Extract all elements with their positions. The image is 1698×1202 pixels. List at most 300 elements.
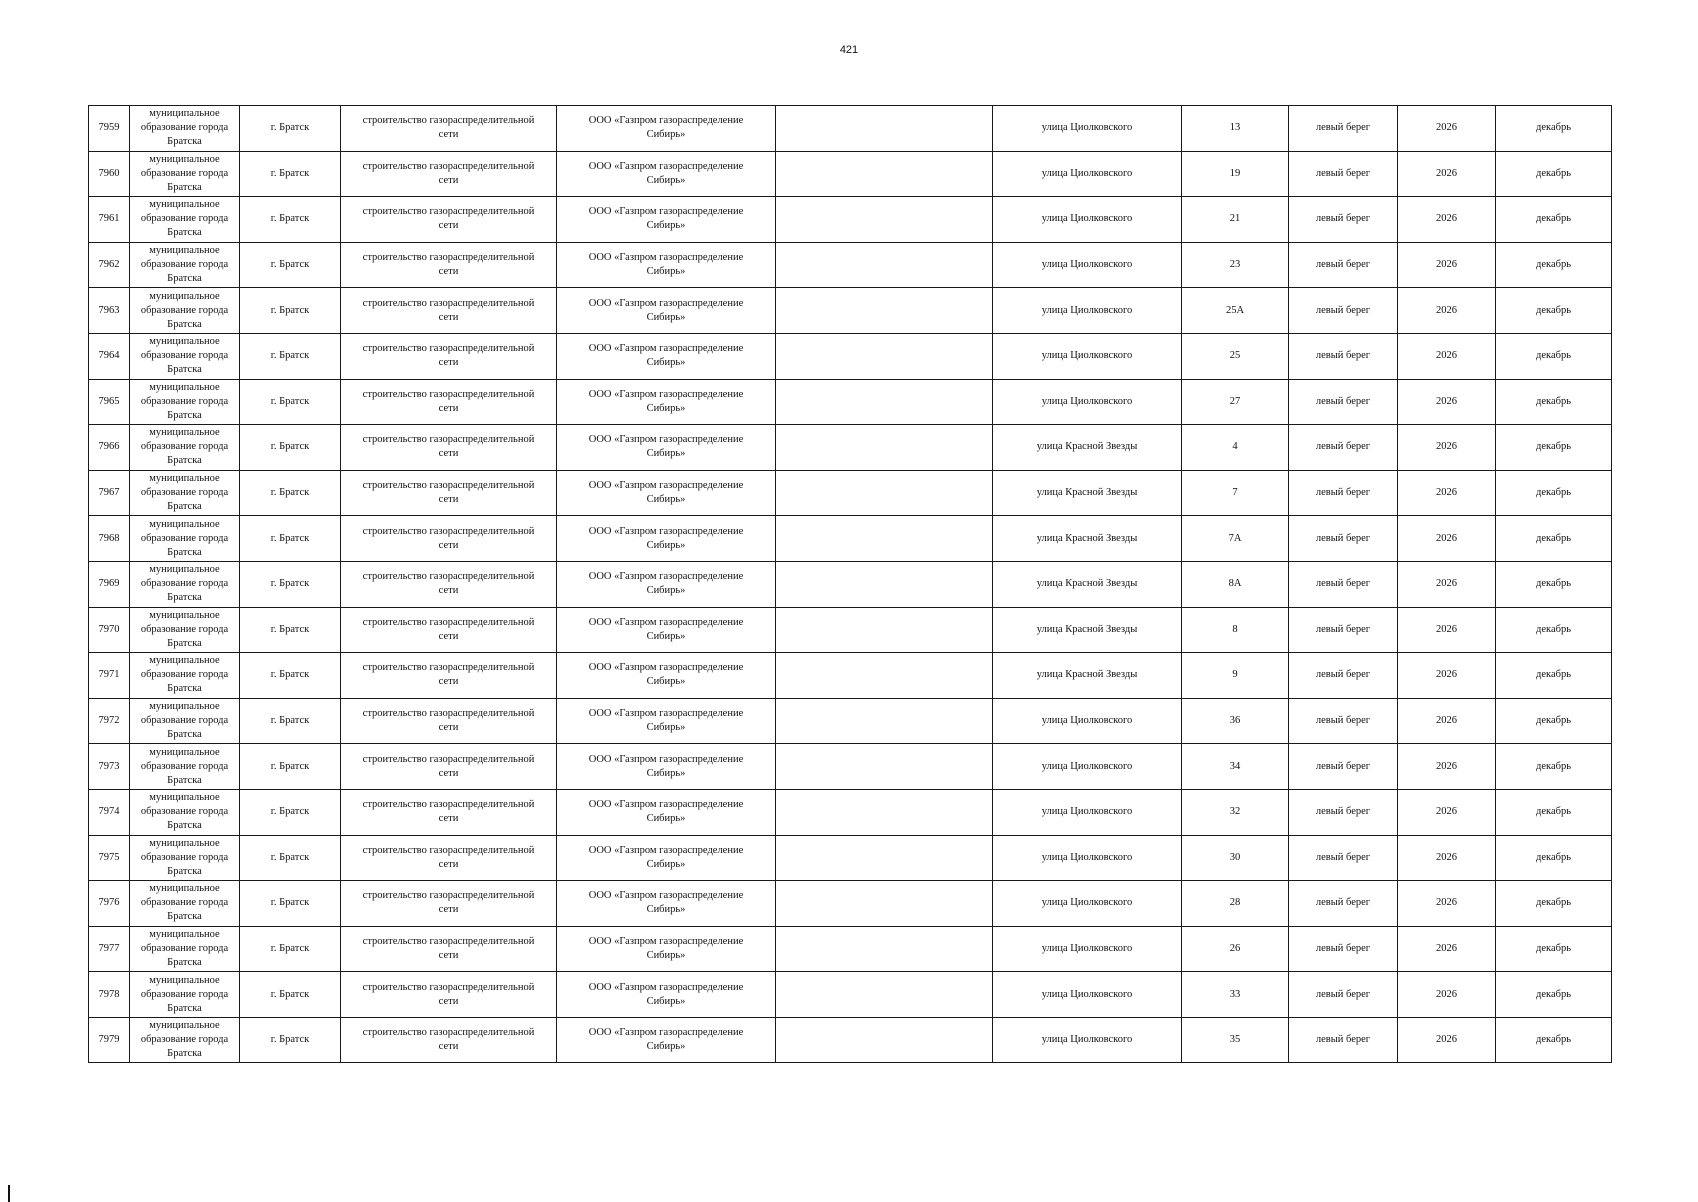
year-cell: 2026 xyxy=(1398,789,1496,835)
work-type-cell-line: строительство газораспределительной xyxy=(362,571,535,583)
city-cell: г. Братск xyxy=(240,288,341,334)
city-cell: г. Братск xyxy=(240,926,341,972)
work-type-cell-line: сети xyxy=(438,630,459,642)
municipality-cell-line: образование города xyxy=(140,715,229,727)
municipality-cell xyxy=(130,470,240,516)
organization-cell-line: Сибирь» xyxy=(646,767,686,779)
row-number-cell: 7976 xyxy=(89,881,130,927)
house-number-cell: 26 xyxy=(1182,926,1289,972)
year-cell: 2026 xyxy=(1398,379,1496,425)
row-number-cell: 7960 xyxy=(89,151,130,197)
municipality-cell-line: муниципальное xyxy=(149,473,220,485)
house-number-cell: 33 xyxy=(1182,972,1289,1018)
work-type-cell-line: строительство газораспределительной xyxy=(362,206,535,218)
table-row xyxy=(89,881,1612,927)
river-bank-cell: левый берег xyxy=(1289,516,1398,562)
organization-cell-line: Сибирь» xyxy=(646,676,686,688)
house-number-cell: 30 xyxy=(1182,835,1289,881)
empty-cell xyxy=(776,1017,993,1063)
municipality-cell-line: Братска xyxy=(167,501,202,513)
organization-cell-line: ООО «Газпром газораспределение xyxy=(588,890,744,902)
organization-cell-line: ООО «Газпром газораспределение xyxy=(588,981,744,993)
year-cell: 2026 xyxy=(1398,653,1496,699)
municipality-cell xyxy=(130,744,240,790)
municipality-cell-line: образование города xyxy=(140,760,229,772)
work-type-cell xyxy=(341,926,557,972)
house-number-cell: 4 xyxy=(1182,425,1289,471)
year-cell: 2026 xyxy=(1398,1017,1496,1063)
table-row xyxy=(89,333,1612,379)
municipality-cell xyxy=(130,516,240,562)
street-cell: улица Циолковского xyxy=(993,698,1182,744)
row-number-cell: 7979 xyxy=(89,1017,130,1063)
empty-cell xyxy=(776,698,993,744)
row-number-cell: 7968 xyxy=(89,516,130,562)
municipality-cell-line: Братска xyxy=(167,592,202,604)
table-row xyxy=(89,425,1612,471)
organization-cell xyxy=(557,561,776,607)
registry-table-body xyxy=(89,106,1612,1063)
empty-cell xyxy=(776,972,993,1018)
river-bank-cell: левый берег xyxy=(1289,197,1398,243)
house-number-cell: 21 xyxy=(1182,197,1289,243)
work-type-cell-line: строительство газораспределительной xyxy=(362,844,535,856)
city-cell: г. Братск xyxy=(240,972,341,1018)
house-number-cell: 36 xyxy=(1182,698,1289,744)
year-cell: 2026 xyxy=(1398,333,1496,379)
table-row xyxy=(89,926,1612,972)
empty-cell xyxy=(776,197,993,243)
month-cell: декабрь xyxy=(1496,926,1612,972)
work-type-cell-line: сети xyxy=(438,1041,459,1053)
city-cell: г. Братск xyxy=(240,561,341,607)
empty-cell xyxy=(776,106,993,152)
month-cell: декабрь xyxy=(1496,197,1612,243)
municipality-cell xyxy=(130,698,240,744)
municipality-cell-line: образование города xyxy=(140,259,229,271)
work-type-cell xyxy=(341,789,557,835)
municipality-cell-line: образование города xyxy=(140,806,229,818)
table-row xyxy=(89,106,1612,152)
municipality-cell xyxy=(130,926,240,972)
municipality-cell xyxy=(130,653,240,699)
empty-cell xyxy=(776,561,993,607)
street-cell: улица Красной Звезды xyxy=(993,516,1182,562)
work-type-cell-line: строительство газораспределительной xyxy=(362,753,535,765)
work-type-cell-line: строительство газораспределительной xyxy=(362,935,535,947)
municipality-cell-line: Братска xyxy=(167,318,202,330)
house-number-cell: 7А xyxy=(1182,516,1289,562)
month-cell: декабрь xyxy=(1496,653,1612,699)
table-row xyxy=(89,835,1612,881)
month-cell: декабрь xyxy=(1496,1017,1612,1063)
house-number-cell: 13 xyxy=(1182,106,1289,152)
month-cell: декабрь xyxy=(1496,789,1612,835)
municipality-cell xyxy=(130,561,240,607)
municipality-cell xyxy=(130,333,240,379)
work-type-cell xyxy=(341,242,557,288)
municipality-cell-line: муниципальное xyxy=(149,701,220,713)
organization-cell-line: Сибирь» xyxy=(646,448,686,460)
municipality-cell-line: образование города xyxy=(140,988,229,1000)
empty-cell xyxy=(776,607,993,653)
empty-cell xyxy=(776,242,993,288)
municipality-cell-line: образование города xyxy=(140,532,229,544)
house-number-cell: 23 xyxy=(1182,242,1289,288)
municipality-cell-line: образование города xyxy=(140,897,229,909)
organization-cell-line: Сибирь» xyxy=(646,220,686,232)
municipality-cell-line: образование города xyxy=(140,487,229,499)
work-type-cell-line: строительство газораспределительной xyxy=(362,890,535,902)
organization-cell-line: ООО «Газпром газораспределение xyxy=(588,160,744,172)
street-cell: улица Циолковского xyxy=(993,379,1182,425)
organization-cell-line: ООО «Газпром газораспределение xyxy=(588,343,744,355)
month-cell: декабрь xyxy=(1496,972,1612,1018)
work-type-cell-line: сети xyxy=(438,995,459,1007)
river-bank-cell: левый берег xyxy=(1289,653,1398,699)
organization-cell-line: Сибирь» xyxy=(646,585,686,597)
organization-cell xyxy=(557,607,776,653)
river-bank-cell: левый берег xyxy=(1289,835,1398,881)
river-bank-cell: левый берег xyxy=(1289,698,1398,744)
house-number-cell: 25 xyxy=(1182,333,1289,379)
river-bank-cell: левый берег xyxy=(1289,470,1398,516)
street-cell: улица Циолковского xyxy=(993,972,1182,1018)
organization-cell-line: ООО «Газпром газораспределение xyxy=(588,662,744,674)
municipality-cell-line: муниципальное xyxy=(149,974,220,986)
municipality-cell-line: муниципальное xyxy=(149,199,220,211)
table-row xyxy=(89,242,1612,288)
row-number-cell: 7977 xyxy=(89,926,130,972)
municipality-cell xyxy=(130,1017,240,1063)
street-cell: улица Красной Звезды xyxy=(993,561,1182,607)
month-cell: декабрь xyxy=(1496,835,1612,881)
city-cell: г. Братск xyxy=(240,379,341,425)
year-cell: 2026 xyxy=(1398,881,1496,927)
work-type-cell xyxy=(341,425,557,471)
empty-cell xyxy=(776,425,993,471)
street-cell: улица Циолковского xyxy=(993,106,1182,152)
organization-cell-line: Сибирь» xyxy=(646,311,686,323)
street-cell: улица Циолковского xyxy=(993,197,1182,243)
organization-cell-line: Сибирь» xyxy=(646,357,686,369)
work-type-cell-line: сети xyxy=(438,904,459,916)
organization-cell-line: ООО «Газпром газораспределение xyxy=(588,434,744,446)
empty-cell xyxy=(776,744,993,790)
year-cell: 2026 xyxy=(1398,288,1496,334)
year-cell: 2026 xyxy=(1398,425,1496,471)
work-type-cell xyxy=(341,744,557,790)
work-type-cell-line: строительство газораспределительной xyxy=(362,252,535,264)
municipality-cell-line: Братска xyxy=(167,227,202,239)
municipality-cell-line: муниципальное xyxy=(149,290,220,302)
municipality-cell-line: Братска xyxy=(167,273,202,285)
municipality-cell-line: Братска xyxy=(167,1002,202,1014)
municipality-cell-line: Братска xyxy=(167,956,202,968)
table-row xyxy=(89,653,1612,699)
street-cell: улица Циолковского xyxy=(993,926,1182,972)
work-type-cell-line: сети xyxy=(438,266,459,278)
organization-cell xyxy=(557,333,776,379)
table-row xyxy=(89,379,1612,425)
table-row xyxy=(89,1017,1612,1063)
table-row xyxy=(89,470,1612,516)
organization-cell-line: ООО «Газпром газораспределение xyxy=(588,115,744,127)
year-cell: 2026 xyxy=(1398,151,1496,197)
organization-cell xyxy=(557,516,776,562)
organization-cell xyxy=(557,106,776,152)
table-row xyxy=(89,972,1612,1018)
municipality-cell-line: муниципальное xyxy=(149,427,220,439)
table-row xyxy=(89,516,1612,562)
house-number-cell: 9 xyxy=(1182,653,1289,699)
river-bank-cell: левый берег xyxy=(1289,789,1398,835)
organization-cell-line: ООО «Газпром газораспределение xyxy=(588,525,744,537)
month-cell: декабрь xyxy=(1496,288,1612,334)
organization-cell xyxy=(557,197,776,243)
organization-cell xyxy=(557,926,776,972)
municipality-cell xyxy=(130,288,240,334)
municipality-cell xyxy=(130,106,240,152)
municipality-cell-line: Братска xyxy=(167,455,202,467)
work-type-cell-line: строительство газораспределительной xyxy=(362,115,535,127)
river-bank-cell: левый берег xyxy=(1289,744,1398,790)
year-cell: 2026 xyxy=(1398,835,1496,881)
work-type-cell-line: строительство газораспределительной xyxy=(362,525,535,537)
work-type-cell-line: сети xyxy=(438,220,459,232)
house-number-cell: 25А xyxy=(1182,288,1289,334)
year-cell: 2026 xyxy=(1398,106,1496,152)
municipality-cell-line: образование города xyxy=(140,395,229,407)
house-number-cell: 34 xyxy=(1182,744,1289,790)
river-bank-cell: левый берег xyxy=(1289,379,1398,425)
street-cell: улица Красной Звезды xyxy=(993,470,1182,516)
row-number-cell: 7974 xyxy=(89,789,130,835)
city-cell: г. Братск xyxy=(240,333,341,379)
organization-cell-line: Сибирь» xyxy=(646,129,686,141)
work-type-cell xyxy=(341,106,557,152)
work-type-cell xyxy=(341,151,557,197)
municipality-cell-line: Братска xyxy=(167,136,202,148)
month-cell: декабрь xyxy=(1496,881,1612,927)
organization-cell-line: ООО «Газпром газораспределение xyxy=(588,799,744,811)
month-cell: декабрь xyxy=(1496,698,1612,744)
empty-cell xyxy=(776,151,993,197)
municipality-cell-line: муниципальное xyxy=(149,518,220,530)
work-type-cell xyxy=(341,333,557,379)
organization-cell-line: Сибирь» xyxy=(646,722,686,734)
work-type-cell-line: строительство газораспределительной xyxy=(362,343,535,355)
work-type-cell-line: сети xyxy=(438,676,459,688)
organization-cell-line: Сибирь» xyxy=(646,174,686,186)
organization-cell-line: Сибирь» xyxy=(646,402,686,414)
work-type-cell-line: строительство газораспределительной xyxy=(362,1027,535,1039)
work-type-cell-line: строительство газораспределительной xyxy=(362,160,535,172)
municipality-cell-line: образование города xyxy=(140,350,229,362)
organization-cell-line: ООО «Газпром газораспределение xyxy=(588,753,744,765)
municipality-cell-line: муниципальное xyxy=(149,792,220,804)
house-number-cell: 32 xyxy=(1182,789,1289,835)
row-number-cell: 7966 xyxy=(89,425,130,471)
municipality-cell xyxy=(130,242,240,288)
work-type-cell-line: сети xyxy=(438,311,459,323)
work-type-cell-line: сети xyxy=(438,858,459,870)
row-number-cell: 7971 xyxy=(89,653,130,699)
organization-cell xyxy=(557,470,776,516)
empty-cell xyxy=(776,379,993,425)
year-cell: 2026 xyxy=(1398,197,1496,243)
work-type-cell-line: строительство газораспределительной xyxy=(362,434,535,446)
work-type-cell-line: сети xyxy=(438,585,459,597)
municipality-cell-line: Братска xyxy=(167,820,202,832)
organization-cell-line: ООО «Газпром газораспределение xyxy=(588,388,744,400)
organization-cell-line: Сибирь» xyxy=(646,995,686,1007)
month-cell: декабрь xyxy=(1496,425,1612,471)
organization-cell-line: Сибирь» xyxy=(646,949,686,961)
month-cell: декабрь xyxy=(1496,607,1612,653)
work-type-cell xyxy=(341,470,557,516)
table-row xyxy=(89,789,1612,835)
month-cell: декабрь xyxy=(1496,333,1612,379)
work-type-cell-line: строительство газораспределительной xyxy=(362,981,535,993)
house-number-cell: 7 xyxy=(1182,470,1289,516)
year-cell: 2026 xyxy=(1398,926,1496,972)
municipality-cell xyxy=(130,197,240,243)
municipality-cell-line: Братска xyxy=(167,911,202,923)
street-cell: улица Циолковского xyxy=(993,789,1182,835)
year-cell: 2026 xyxy=(1398,516,1496,562)
house-number-cell: 28 xyxy=(1182,881,1289,927)
river-bank-cell: левый берег xyxy=(1289,333,1398,379)
work-type-cell xyxy=(341,835,557,881)
street-cell: улица Красной Звезды xyxy=(993,653,1182,699)
work-type-cell-line: строительство газораспределительной xyxy=(362,616,535,628)
municipality-cell-line: Братска xyxy=(167,774,202,786)
municipality-cell xyxy=(130,789,240,835)
street-cell: улица Циолковского xyxy=(993,333,1182,379)
work-type-cell xyxy=(341,561,557,607)
municipality-cell-line: муниципальное xyxy=(149,928,220,940)
table-row xyxy=(89,698,1612,744)
organization-cell-line: Сибирь» xyxy=(646,539,686,551)
margin-mark xyxy=(8,1185,10,1202)
municipality-cell-line: образование города xyxy=(140,851,229,863)
house-number-cell: 27 xyxy=(1182,379,1289,425)
municipality-cell xyxy=(130,151,240,197)
river-bank-cell: левый берег xyxy=(1289,242,1398,288)
organization-cell xyxy=(557,881,776,927)
year-cell: 2026 xyxy=(1398,470,1496,516)
municipality-cell xyxy=(130,607,240,653)
year-cell: 2026 xyxy=(1398,607,1496,653)
municipality-cell xyxy=(130,972,240,1018)
row-number-cell: 7975 xyxy=(89,835,130,881)
work-type-cell xyxy=(341,379,557,425)
city-cell: г. Братск xyxy=(240,425,341,471)
work-type-cell xyxy=(341,288,557,334)
work-type-cell xyxy=(341,1017,557,1063)
city-cell: г. Братск xyxy=(240,151,341,197)
city-cell: г. Братск xyxy=(240,698,341,744)
table-row xyxy=(89,288,1612,334)
municipality-cell-line: муниципальное xyxy=(149,245,220,257)
organization-cell-line: ООО «Газпром газораспределение xyxy=(588,252,744,264)
year-cell: 2026 xyxy=(1398,561,1496,607)
empty-cell xyxy=(776,835,993,881)
row-number-cell: 7961 xyxy=(89,197,130,243)
municipality-cell-line: муниципальное xyxy=(149,837,220,849)
work-type-cell-line: сети xyxy=(438,129,459,141)
work-type-cell-line: сети xyxy=(438,448,459,460)
work-type-cell-line: строительство газораспределительной xyxy=(362,708,535,720)
organization-cell xyxy=(557,242,776,288)
organization-cell-line: Сибирь» xyxy=(646,1041,686,1053)
table-row xyxy=(89,744,1612,790)
organization-cell xyxy=(557,744,776,790)
work-type-cell xyxy=(341,607,557,653)
work-type-cell-line: сети xyxy=(438,813,459,825)
table-row xyxy=(89,197,1612,243)
street-cell: улица Циолковского xyxy=(993,1017,1182,1063)
river-bank-cell: левый берег xyxy=(1289,288,1398,334)
municipality-cell-line: образование города xyxy=(140,942,229,954)
municipality-cell-line: Братска xyxy=(167,409,202,421)
city-cell: г. Братск xyxy=(240,1017,341,1063)
organization-cell-line: Сибирь» xyxy=(646,630,686,642)
organization-cell xyxy=(557,288,776,334)
city-cell: г. Братск xyxy=(240,516,341,562)
month-cell: декабрь xyxy=(1496,561,1612,607)
city-cell: г. Братск xyxy=(240,835,341,881)
empty-cell xyxy=(776,789,993,835)
work-type-cell xyxy=(341,972,557,1018)
municipality-cell xyxy=(130,835,240,881)
municipality-cell-line: образование города xyxy=(140,623,229,635)
municipality-cell xyxy=(130,379,240,425)
municipality-cell-line: Братска xyxy=(167,546,202,558)
municipality-cell-line: Братска xyxy=(167,1048,202,1060)
river-bank-cell: левый берег xyxy=(1289,881,1398,927)
city-cell: г. Братск xyxy=(240,881,341,927)
row-number-cell: 7965 xyxy=(89,379,130,425)
month-cell: декабрь xyxy=(1496,516,1612,562)
organization-cell xyxy=(557,425,776,471)
organization-cell xyxy=(557,789,776,835)
month-cell: декабрь xyxy=(1496,106,1612,152)
organization-cell-line: ООО «Газпром газораспределение xyxy=(588,1027,744,1039)
row-number-cell: 7972 xyxy=(89,698,130,744)
work-type-cell-line: сети xyxy=(438,722,459,734)
river-bank-cell: левый берег xyxy=(1289,561,1398,607)
month-cell: декабрь xyxy=(1496,151,1612,197)
work-type-cell-line: строительство газораспределительной xyxy=(362,388,535,400)
house-number-cell: 8 xyxy=(1182,607,1289,653)
year-cell: 2026 xyxy=(1398,242,1496,288)
municipality-cell-line: муниципальное xyxy=(149,381,220,393)
municipality-cell-line: образование города xyxy=(140,167,229,179)
work-type-cell-line: строительство газораспределительной xyxy=(362,297,535,309)
organization-cell xyxy=(557,698,776,744)
month-cell: декабрь xyxy=(1496,242,1612,288)
organization-cell xyxy=(557,1017,776,1063)
organization-cell-line: Сибирь» xyxy=(646,494,686,506)
city-cell: г. Братск xyxy=(240,197,341,243)
page-number: 421 xyxy=(839,44,859,56)
empty-cell xyxy=(776,333,993,379)
city-cell: г. Братск xyxy=(240,653,341,699)
organization-cell-line: ООО «Газпром газораспределение xyxy=(588,480,744,492)
organization-cell-line: ООО «Газпром газораспределение xyxy=(588,297,744,309)
